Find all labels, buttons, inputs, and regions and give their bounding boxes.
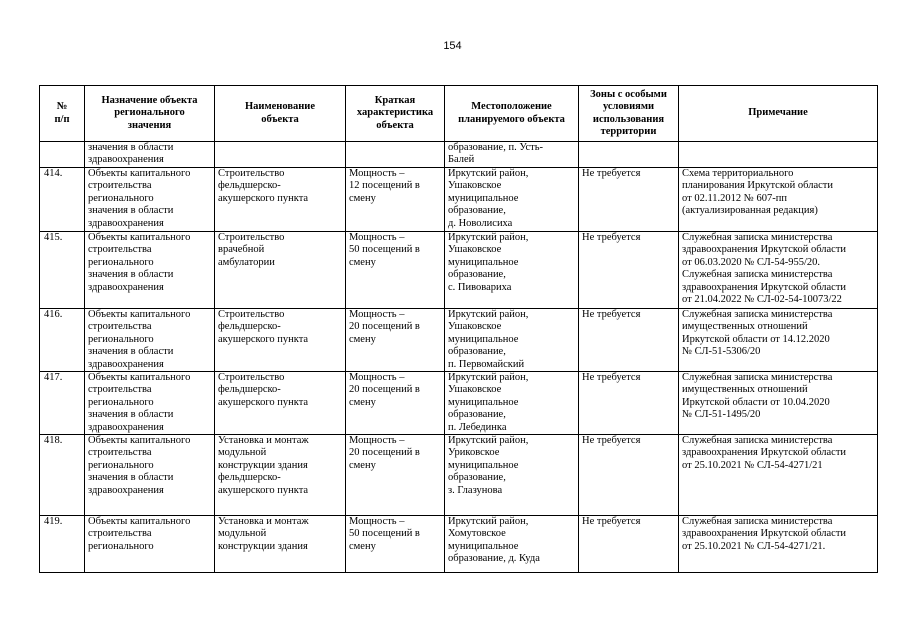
table-cell (346, 142, 445, 168)
location-cell: Иркутский район, Уриковское муниципальное образование, з. Глазунова (445, 435, 579, 516)
table-cell: образование, п. Усть- Балей (445, 142, 579, 168)
characteristics-cell: Мощность – 12 посещений в смену (346, 168, 445, 232)
special-zones-cell: Не требуется (579, 168, 679, 232)
note-cell: Служебная записка министерства здравоохранения Иркутской области от 25.10.2021 № СЛ-54-4271/21 (679, 435, 878, 516)
object-name-cell: Строительство фельдшерско- акушерского пункта (215, 309, 346, 372)
objects-table (39, 85, 878, 573)
table-row-continuation (40, 142, 878, 168)
characteristics-cell: Мощность – 20 посещений в смену (346, 372, 445, 435)
row-number-cell: 419. (40, 516, 85, 573)
purpose-cell: Объекты капитального строительства регионального значения в области здравоохранения (85, 168, 215, 232)
column-header-purpose: Назначение объекта регионального значения (85, 86, 215, 142)
location-cell: Иркутский район, Ушаковское муниципальное образование, д. Новолисиха (445, 168, 579, 232)
note-cell: Схема территориального планирования Иркутской области от 02.11.2012 № 607-пп (актуализированная редакция) (679, 168, 878, 232)
row-number-cell: 417. (40, 372, 85, 435)
table-row (40, 309, 878, 372)
object-name-cell: Строительство фельдшерско- акушерского пункта (215, 372, 346, 435)
table-header-row (40, 86, 878, 142)
column-header-number: № п/п (40, 86, 85, 142)
location-cell: Иркутский район, Ушаковское муниципальное образование, п. Первомайский (445, 309, 579, 372)
column-header-name: Наименование объекта (215, 86, 346, 142)
note-cell: Служебная записка министерства имущественных отношений Иркутской области от 14.12.2020 № СЛ-51-5306/20 (679, 309, 878, 372)
purpose-cell: Объекты капитального строительства регионального значения в области здравоохранения (85, 232, 215, 309)
table-row (40, 372, 878, 435)
row-number-cell: 414. (40, 168, 85, 232)
purpose-cell: Объекты капитального строительства регионального значения в области здравоохранения (85, 309, 215, 372)
table-cell (215, 142, 346, 168)
column-header-characteristics: Краткая характеристика объекта (346, 86, 445, 142)
table-row (40, 232, 878, 309)
table-cell (40, 142, 85, 168)
characteristics-cell: Мощность – 20 посещений в смену (346, 309, 445, 372)
table-row (40, 516, 878, 573)
note-cell: Служебная записка министерства имущественных отношений Иркутской области от 10.04.2020 № СЛ-51-1495/20 (679, 372, 878, 435)
special-zones-cell: Не требуется (579, 309, 679, 372)
object-name-cell: Строительство фельдшерско- акушерского пункта (215, 168, 346, 232)
table-cell (679, 142, 878, 168)
location-cell: Иркутский район, Хомутовское муниципальное образование, д. Куда (445, 516, 579, 573)
characteristics-cell: Мощность – 50 посещений в смену (346, 516, 445, 573)
special-zones-cell: Не требуется (579, 372, 679, 435)
object-name-cell: Установка и монтаж модульной конструкции здания фельдшерско- акушерского пункта (215, 435, 346, 516)
note-cell: Служебная записка министерства здравоохранения Иркутской области от 06.03.2020 № СЛ-54-955/20. Служебная записка министерства здравоохранения Иркутской области от 21.04.2022 № СЛ-02-54-10073/22 (679, 232, 878, 309)
row-number-cell: 416. (40, 309, 85, 372)
characteristics-cell: Мощность – 20 посещений в смену (346, 435, 445, 516)
table-row (40, 435, 878, 516)
row-number-cell: 415. (40, 232, 85, 309)
purpose-cell: Объекты капитального строительства регионального значения в области здравоохранения (85, 435, 215, 516)
special-zones-cell: Не требуется (579, 232, 679, 309)
note-cell: Служебная записка министерства здравоохранения Иркутской области от 25.10.2021 № СЛ-54-4271/21. (679, 516, 878, 573)
column-header-location: Местоположение планируемого объекта (445, 86, 579, 142)
location-cell: Иркутский район, Ушаковское муниципальное образование, с. Пивовариха (445, 232, 579, 309)
object-name-cell: Строительство врачебной амбулатории (215, 232, 346, 309)
table-cell (579, 142, 679, 168)
characteristics-cell: Мощность – 50 посещений в смену (346, 232, 445, 309)
location-cell: Иркутский район, Ушаковское муниципальное образование, п. Лебединка (445, 372, 579, 435)
column-header-note: Примечание (679, 86, 878, 142)
special-zones-cell: Не требуется (579, 516, 679, 573)
object-name-cell: Установка и монтаж модульной конструкции здания (215, 516, 346, 573)
page-number: 154 (443, 40, 462, 52)
purpose-cell: Объекты капитального строительства регионального (85, 516, 215, 573)
row-number-cell: 418. (40, 435, 85, 516)
column-header-special-zones: Зоны с особыми условиями использования территории (579, 86, 679, 142)
purpose-cell: Объекты капитального строительства регионального значения в области здравоохранения (85, 372, 215, 435)
table-row (40, 168, 878, 232)
special-zones-cell: Не требуется (579, 435, 679, 516)
table-cell: значения в области здравоохранения (85, 142, 215, 168)
